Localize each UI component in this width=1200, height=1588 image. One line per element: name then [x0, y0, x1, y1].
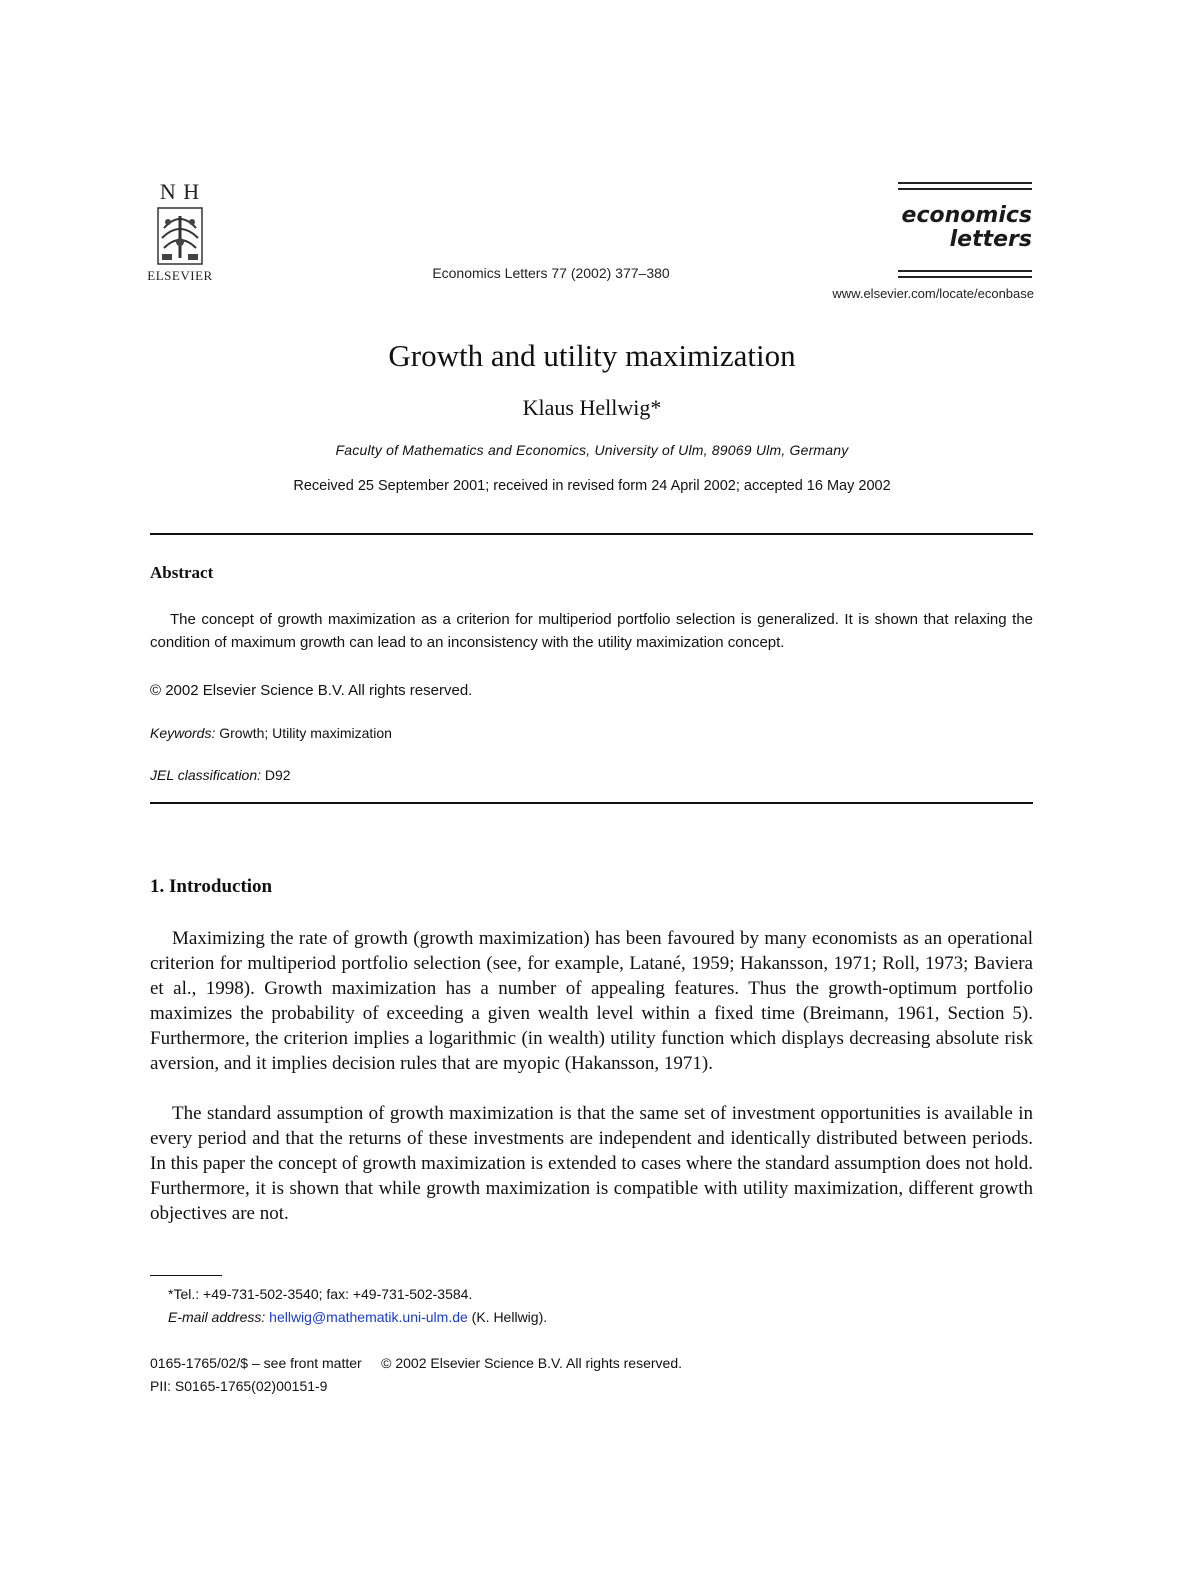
article-title: Growth and utility maximization	[388, 338, 796, 373]
journal-brand-line1: economics	[901, 203, 1032, 228]
issn-line: 0165-1765/02/$ – see front matter	[150, 1355, 362, 1371]
email-suffix: (K. Hellwig).	[471, 1309, 548, 1325]
footnote-rule	[150, 1275, 222, 1276]
brand-rule-top-2	[898, 188, 1032, 190]
publisher-name: ELSEVIER	[147, 268, 213, 283]
brand-rule-top	[898, 182, 1032, 184]
footnote-contact: *Tel.: +49-731-502-3540; fax: +49-731-502-3584.	[168, 1286, 473, 1302]
journal-brand-line2: letters	[949, 227, 1032, 252]
journal-url[interactable]: www.elsevier.com/locate/econbase	[832, 286, 1034, 301]
article-author: Klaus Hellwig*	[522, 395, 662, 420]
jel-label: JEL classification:	[150, 767, 262, 783]
journal-brand	[902, 204, 1032, 252]
abstract-top-rule	[150, 533, 1033, 535]
jel-value: D92	[264, 767, 291, 783]
jel-line	[150, 767, 291, 783]
elsevier-tree-icon	[156, 206, 204, 266]
email-label: E-mail address:	[168, 1309, 266, 1325]
body-paragraph: The standard assumption of growth maximization is that the same set of investment opportunities is available in every period and that the returns of these investments are independent and identically distributed between periods. In this paper the concept of growth maximization is extended to cases where the standard assumption does not hold. Furthermore, it is shown that while growth maximization is compatible with utility maximization, different growth objectives are not.	[150, 1103, 1033, 1224]
author-affiliation: Faculty of Mathematics and Economics, University of Ulm, 89069 Ulm, Germany	[335, 442, 849, 458]
article-dates: Received 25 September 2001; received in revised form 24 April 2002; accepted 16 May 2002	[293, 478, 891, 494]
front-matter-line	[150, 1354, 682, 1372]
keywords-label: Keywords:	[150, 725, 216, 741]
abstract-heading: Abstract	[150, 563, 214, 582]
pii-line: PII: S0165-1765(02)00151-9	[150, 1378, 328, 1394]
body-paragraph: Maximizing the rate of growth (growth maximization) has been favoured by many economists as an operational criterion for multiperiod portfolio selection (see, for example, Latané, 1959; Hakansson, 1971; Roll, 1973; Baviera et al., 1998). Growth maximization has a number of appealing features. Thus the growth-optimum portfolio maximizes the probability of exceeding a given wealth level within a fixed time (Breimann, 1961, Section 5). Furthermore, the criterion implies a logarithmic (in wealth) utility function which displays decreasing absolute risk aversion, and it implies decision rules that are myopic (Hakansson, 1971).	[150, 928, 1033, 1074]
logo-monogram: N H	[159, 179, 201, 204]
email-link[interactable]: hellwig@mathematik.uni-ulm.de	[269, 1309, 468, 1325]
abstract-copyright: © 2002 Elsevier Science B.V. All rights reserved.	[150, 682, 473, 699]
keywords-value: Growth; Utility maximization	[219, 725, 392, 741]
footnote-email	[168, 1308, 547, 1326]
keywords-line	[150, 725, 392, 741]
abstract-bottom-rule	[150, 802, 1033, 804]
front-matter-copyright: © 2002 Elsevier Science B.V. All rights reserved.	[381, 1355, 682, 1371]
abstract-text: The concept of growth maximization as a criterion for multiperiod portfolio selection is generalized. It is shown that relaxing the condition of maximum growth can lead to an inconsistency with the utility maximization concept.	[150, 611, 1033, 651]
journal-citation: Economics Letters 77 (2002) 377–380	[432, 265, 670, 281]
section-heading-introduction: 1. Introduction	[150, 876, 273, 897]
